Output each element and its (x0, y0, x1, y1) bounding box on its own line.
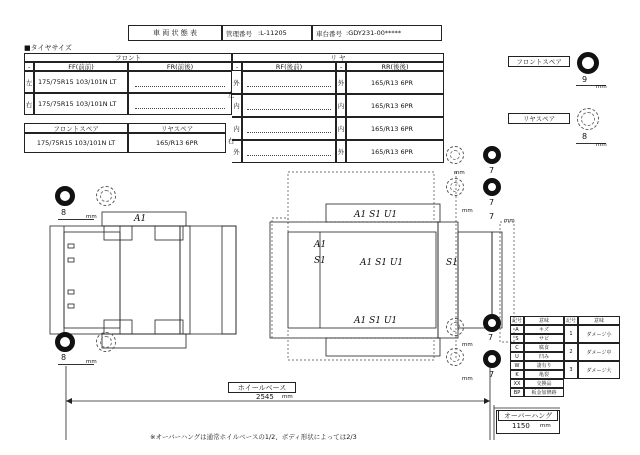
chassis-number-label: 車台番号 (316, 29, 342, 38)
wheelbase-unit: mm (282, 394, 293, 400)
rr-right-out-size: 165/R13 6PR (346, 140, 444, 163)
rear-tire-1-inner-icon (446, 146, 464, 164)
ff-header: FF(前前) (34, 62, 128, 71)
rear-right-side: 右 (227, 136, 235, 145)
legend-level-code: 3 (564, 361, 578, 379)
damage-mark-body-center: A1 S1 U1 (360, 258, 404, 268)
front-right-tire-icon (55, 332, 75, 352)
rear-tire-2-icon (483, 178, 501, 196)
rear-tire-5-unit: mm (504, 218, 515, 224)
overhang-value: 1150 (512, 422, 530, 430)
ff-right-size: 175/75R15 103/101N LT (34, 93, 128, 115)
legend-meaning: キズ (524, 325, 564, 334)
rear-dash-header-left: - (232, 62, 242, 71)
front-header: フロント (24, 53, 232, 62)
front-left-side: 左 (24, 71, 34, 93)
chassis-number-value: :GDY231-00***** (346, 29, 402, 37)
rr-right-in-label: 内 (336, 117, 346, 140)
rear-tire-1-tread: 7 (489, 166, 495, 175)
overhang-footnote: ※オーバーハングは通常ホイルベースの1/2、ボディ形状によっては2/3 (150, 433, 357, 441)
legend-code: C (510, 343, 524, 352)
rr-left-out-label: 外 (336, 71, 346, 94)
rear-tire-5-tread: 7 (489, 212, 495, 221)
rf-right-out-label: 外 (232, 140, 242, 163)
legend-code-header: 記号 (511, 318, 522, 324)
damage-mark-body-left-1: A1 (314, 240, 327, 250)
management-number-value: :L-11205 (258, 29, 287, 37)
rear-tire-3-inner-icon (446, 318, 464, 336)
front-left-tread-unit: mm (86, 214, 97, 220)
front-right-tread-unit: mm (86, 359, 97, 365)
rear-spare-box: リヤスペア (508, 113, 570, 124)
rf-left-out-label: 外 (232, 71, 242, 94)
rear-tire-1-unit: mm (454, 170, 465, 176)
rear-tire-1-icon (483, 146, 501, 164)
legend-meaning: 凄有り (524, 361, 564, 370)
rear-tire-4-inner-icon (446, 348, 464, 366)
legend-meaning: 亀裂 (524, 370, 564, 379)
front-dash-header: - (24, 62, 34, 71)
front-right-tread: 8 (61, 353, 67, 362)
legend-meaning: サビ (524, 334, 564, 343)
legend-meaning: 板金加修跡 (524, 388, 564, 397)
rr-left-out-size: 165/R13 6PR (346, 71, 444, 94)
front-spare-header: フロントスペア (24, 123, 128, 133)
legend-level-code: 1 (564, 325, 578, 343)
overhang-unit: mm (540, 423, 551, 429)
ff-left-size: 175/75R15 103/101N LT (34, 71, 128, 93)
wheelbase-label: ホイールベース (228, 382, 296, 393)
rear-tire-3-unit: mm (462, 342, 473, 348)
damage-mark-body-right: S1 (446, 258, 458, 268)
legend-code: S (510, 334, 524, 343)
rear-header: リ ヤ (232, 53, 444, 62)
damage-mark-body-bottom: A1 S1 U1 (354, 316, 398, 326)
rear-spare-unit: mm (596, 142, 607, 148)
legend-level-meaning: ダメージ中 (578, 343, 620, 361)
overhang-label: オーバーハング (498, 410, 558, 421)
rear-spare-header: リヤスペア (128, 123, 226, 133)
damage-mark-body-left-2: S1 (314, 256, 326, 266)
front-right-inner-tire-icon (96, 332, 116, 352)
legend-level-meaning-header: 意味 (578, 316, 620, 325)
legend-code: U (510, 352, 524, 361)
front-spare-box: フロントスペア (508, 56, 570, 67)
rr-left-in-label: 内 (336, 94, 346, 117)
rear-tire-2-tread: 7 (489, 198, 495, 207)
fr-header: FR(前後) (128, 62, 232, 71)
damage-mark-cab-top: A1 (134, 214, 147, 224)
rear-dash-header-right: - (336, 62, 346, 71)
rear-tire-3-icon (483, 314, 501, 332)
legend-meaning-header: 意味 (524, 316, 564, 325)
front-left-tire-icon (55, 186, 75, 206)
rear-spare-size: 165/R13 6PR (128, 133, 226, 153)
front-spare-size: 175/75R15 103/101N LT (24, 133, 128, 153)
rr-right-in-size: 165/R13 6PR (346, 117, 444, 140)
legend-level-code: 2 (564, 343, 578, 361)
rr-left-in-size: 165/R13 6PR (346, 94, 444, 117)
rear-spare-depth: 8 (582, 132, 588, 141)
front-right-side: 右 (24, 93, 34, 115)
front-left-tread: 8 (61, 208, 67, 217)
wheelbase-value: 2545 (256, 393, 274, 401)
legend-code: BP (510, 388, 524, 397)
damage-mark-body-top: A1 S1 U1 (354, 210, 398, 220)
front-left-inner-tire-icon (96, 186, 116, 206)
legend-code: K (510, 370, 524, 379)
rear-left-side: 左 (227, 90, 235, 99)
legend-meaning: 凹み (524, 352, 564, 361)
rear-tire-4-icon (483, 350, 501, 368)
rr-header: RR(後後) (346, 62, 444, 71)
rf-left-in-label: 内 (232, 94, 242, 117)
rear-tire-4-unit: mm (462, 376, 473, 382)
legend-code: W (510, 361, 524, 370)
rear-tire-2-unit: mm (462, 208, 473, 214)
management-number-label: 管理番号 (226, 29, 252, 38)
legend-code: A (510, 325, 524, 334)
legend-level-code-header: 記号 (565, 318, 576, 324)
front-spare-depth: 9 (582, 75, 588, 84)
legend-level-meaning: ダメージ大 (578, 361, 620, 379)
rear-tire-3-tread: 7 (488, 333, 494, 342)
rr-right-out-label: 外 (336, 140, 346, 163)
front-spare-unit: mm (596, 84, 607, 90)
tire-size-heading: ■タイヤサイズ (24, 44, 72, 52)
rf-right-in-label: 内 (232, 117, 242, 140)
legend-code: XX (510, 379, 524, 388)
legend-meaning: 腐食 (524, 343, 564, 352)
legend-level-meaning: ダメージ小 (578, 325, 620, 343)
legend-meaning: 交換品 (524, 379, 564, 388)
rf-header: RF(後前) (242, 62, 336, 71)
sheet-title: 車 両 状 態 表 (128, 25, 222, 41)
rear-tire-2-inner-icon (446, 178, 464, 196)
rear-tire-4-tread: 7 (489, 370, 495, 379)
overhang-box (496, 410, 560, 434)
